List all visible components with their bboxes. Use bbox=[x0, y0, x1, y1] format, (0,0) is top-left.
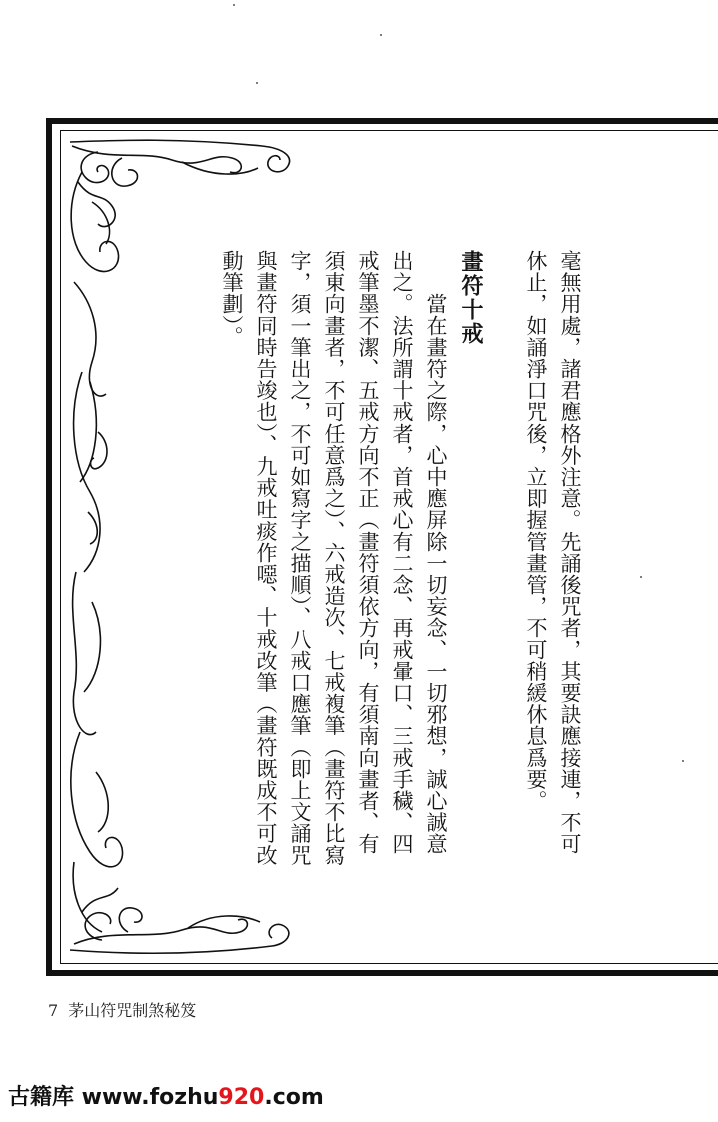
body-text-column-5: 戒筆墨不潔、五戒方向不正（畫符須依方向，有須南向畫者、有 bbox=[356, 250, 380, 855]
body-text-column-7: 字，須一筆出之，不可如寫字之描順）、八戒口應筆（即上文誦咒 bbox=[288, 250, 312, 866]
body-text-column-1: 毫無用處，諸君應格外注意。先誦後咒者，其要訣應接連，不可 bbox=[558, 250, 582, 855]
body-text-column-2: 休止，如誦淨口咒後，立即握管畫管，不可稍緩休息爲要。 bbox=[524, 250, 548, 812]
body-text-column-3: 當在畫符之際，心中應屏除一切妄念、一切邪想，誠心誠意 bbox=[424, 250, 448, 855]
watermark-suffix: .com bbox=[264, 1085, 324, 1110]
site-watermark bbox=[8, 1080, 324, 1111]
page-footer bbox=[48, 998, 196, 1021]
scan-speck bbox=[233, 4, 235, 6]
watermark-prefix: 古籍库 www.fozhu bbox=[8, 1085, 219, 1110]
scan-speck bbox=[256, 82, 258, 84]
scan-speck bbox=[640, 576, 642, 578]
page-frame-inner bbox=[60, 130, 718, 964]
book-title: 茅山符咒制煞秘笈 bbox=[68, 1001, 197, 1020]
page-number: 7 bbox=[48, 1001, 59, 1020]
body-text-column-8: 與畫符同時告竣也）、九戒吐痰作噁、十戒改筆（畫符既成不可改 bbox=[254, 250, 278, 866]
body-text-column-9: 動筆劃）。 bbox=[220, 250, 244, 348]
scan-speck bbox=[682, 760, 684, 762]
scan-speck bbox=[380, 34, 382, 36]
body-text-column-6: 須東向畫者，不可任意爲之）、六戒造次、七戒複筆（畫符不比寫 bbox=[322, 250, 346, 866]
watermark-number: 920 bbox=[218, 1085, 265, 1110]
section-heading: 畫符十戒 bbox=[458, 250, 484, 346]
body-text-column-4: 出之。法所謂十戒者，首戒心有二念、再戒暈口、三戒手穢、四 bbox=[390, 250, 414, 855]
